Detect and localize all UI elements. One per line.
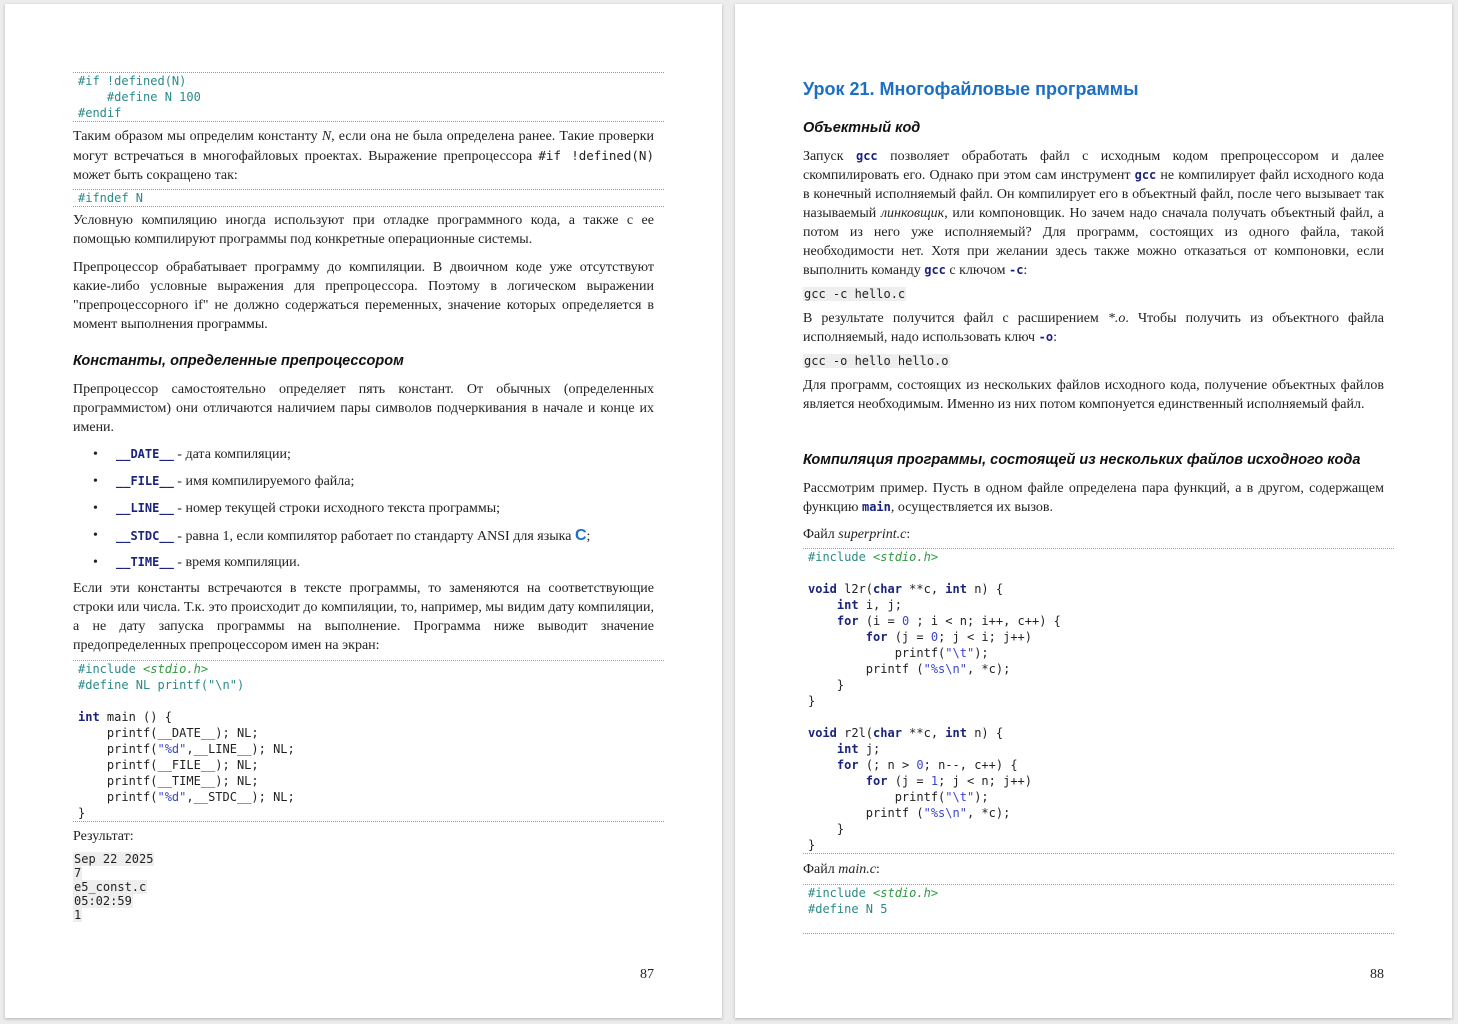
language-name: C xyxy=(574,527,587,544)
code-line xyxy=(808,661,1389,677)
code-token: "%d" xyxy=(157,790,187,804)
command-gcc-c xyxy=(803,287,1384,301)
code-token: for xyxy=(836,614,859,628)
code-token: ,__LINE__); NL; xyxy=(186,742,295,756)
text-run: не компилирует файл исходного кода в конечный исполняемый файл. Он компилирует его в объектный файл, после чего вызывает так называемый xyxy=(803,168,1384,221)
code-token: } xyxy=(808,694,816,708)
inline-code: __STDC__ xyxy=(116,529,174,543)
code-token: #define NL printf("\n") xyxy=(78,678,245,692)
inline-code: #if !defined(N) xyxy=(538,148,654,163)
code-line xyxy=(78,89,659,105)
code-line xyxy=(808,773,1389,789)
text-run: - номер текущей строки исходного текста программы; xyxy=(173,501,501,516)
paragraph xyxy=(803,376,1384,414)
code-token: printf(__FILE__); NL; xyxy=(78,758,259,772)
code-token: (i = xyxy=(858,614,902,628)
code-token xyxy=(808,598,837,612)
list-item xyxy=(73,499,654,526)
code-line xyxy=(808,549,1389,565)
code-line xyxy=(808,581,1389,597)
text-run: , если она не была определена ранее. Такие проверки могут встречаться в многофайловых проектах. Выражение препроцессора xyxy=(73,129,655,164)
code-block-main xyxy=(73,660,664,822)
text-run: Таким образом мы определим константу xyxy=(73,129,322,144)
code-block-ifdefined xyxy=(73,72,664,122)
code-token xyxy=(808,758,837,772)
code-line xyxy=(78,190,659,206)
text-run: Препроцессор самостоятельно определяет пять констант. От обычных (определенных программистом) они отличаются наличием пары символов подчеркивания в начале и конце их имени. xyxy=(73,382,654,435)
output-text: 1 xyxy=(74,908,82,922)
text-run: , или компоновщик. Но зачем надо сначала получать объектный файл, а потом из него уже исполняемый? Для программ, состоящих из одного файла, такой необходимости нет. Хотя при желании здесь также можно отказаться от компоновки, если выполнить команду xyxy=(803,206,1384,278)
code-token: n) { xyxy=(966,726,1004,740)
text-run: - имя компилируемого файла; xyxy=(173,474,355,489)
inline-code: gcc xyxy=(924,263,946,277)
code-token: (j = xyxy=(887,774,931,788)
code-token: ; i < n; i++, c++) { xyxy=(909,614,1061,628)
output-text: 05:02:59 xyxy=(74,894,132,908)
code-line xyxy=(808,597,1389,613)
code-line xyxy=(808,917,1389,933)
list-item xyxy=(73,526,654,553)
text-run: : xyxy=(1053,330,1057,345)
text-run: может быть сокращено так: xyxy=(73,168,238,183)
lesson-title: Урок 21. Многофайловые программы xyxy=(803,79,1139,99)
code-line xyxy=(808,725,1389,741)
code-line xyxy=(78,693,659,709)
section-heading: Объектный код xyxy=(803,120,921,136)
code-token: <stdio.h> xyxy=(873,550,939,564)
italic-text: линковщик xyxy=(880,206,945,221)
list-item xyxy=(73,553,654,580)
code-line xyxy=(808,565,1389,581)
code-token: void xyxy=(808,582,837,596)
code-line xyxy=(808,741,1389,757)
code-line xyxy=(808,677,1389,693)
code-token: printf( xyxy=(808,646,946,660)
output-text: 7 xyxy=(74,866,82,880)
code-token: ; j < n; j++) xyxy=(938,774,1032,788)
text-run: - время компиляции. xyxy=(173,555,301,570)
code-line xyxy=(808,789,1389,805)
code-token: ); xyxy=(974,646,989,660)
text-run: - дата компиляции; xyxy=(173,447,291,462)
code-line xyxy=(808,805,1389,821)
code-token: for xyxy=(836,758,859,772)
code-line xyxy=(78,105,659,121)
code-token: (j = xyxy=(887,630,931,644)
code-token: for xyxy=(865,774,888,788)
code-token: #define N 100 xyxy=(78,90,201,104)
command-text: gcc -c hello.c xyxy=(804,287,906,301)
result-label: Результат: xyxy=(73,829,134,844)
code-line xyxy=(808,693,1389,709)
code-token: int xyxy=(836,742,859,756)
output-text: Sep 22 2025 xyxy=(74,852,154,866)
code-token: ,__STDC__); NL; xyxy=(186,790,295,804)
italic-text: main.c xyxy=(838,862,876,877)
code-line xyxy=(808,709,1389,725)
code-token: } xyxy=(808,822,845,836)
text-run: Файл xyxy=(803,527,839,542)
inline-code: __DATE__ xyxy=(116,447,174,461)
bullet-icon: • xyxy=(93,447,98,462)
code-token: for xyxy=(865,630,888,644)
code-token: int xyxy=(836,598,859,612)
code-line xyxy=(808,645,1389,661)
text-run: , осуществляется их вызов. xyxy=(890,500,1054,515)
code-token: **c, xyxy=(901,726,946,740)
code-token: printf ( xyxy=(808,806,924,820)
code-token: 0 xyxy=(901,614,910,628)
text-run: позволяет обработать файл с исходным кодом препроцессором и далее скомпилировать его. Однако при этом сам инструмент xyxy=(803,149,1384,183)
code-token xyxy=(808,630,866,644)
section-heading: Компиляция программы, состоящей из нескольких файлов исходного кода xyxy=(803,452,1361,468)
code-line xyxy=(78,709,659,725)
code-token: 1 xyxy=(930,774,939,788)
code-token: i, j; xyxy=(858,598,902,612)
code-token: int xyxy=(78,710,100,724)
command-text: gcc -o hello hello.o xyxy=(804,354,949,368)
code-token: } xyxy=(808,678,845,692)
text-run: Для программ, состоящих из нескольких файлов исходного кода, получение объектных файлов является необходимым. Именно из них потом компонуется единственный исполняемый файл. xyxy=(803,378,1384,412)
code-token: 0 xyxy=(916,758,924,772)
output-line xyxy=(73,866,654,880)
code-token: printf( xyxy=(78,790,158,804)
code-line xyxy=(78,789,659,805)
code-token: "%s\n" xyxy=(923,806,967,820)
code-block-ifndef xyxy=(73,189,664,207)
inline-code: -o xyxy=(1038,330,1054,344)
italic-text: N xyxy=(321,129,332,144)
code-block-superprint xyxy=(803,548,1394,854)
code-line xyxy=(808,757,1389,773)
code-token: #define N 5 xyxy=(808,902,888,916)
text-run: : xyxy=(1023,263,1028,278)
paragraph xyxy=(73,127,654,185)
inline-code: __TIME__ xyxy=(116,555,174,569)
inline-code: __FILE__ xyxy=(116,474,174,488)
paragraph xyxy=(73,258,654,334)
text-run: : xyxy=(906,527,911,542)
list-item xyxy=(73,472,654,499)
file-label-superprint xyxy=(803,525,1384,544)
text-run: Если эти константы встречаются в тексте программы, то заменяются на соответствующие строки или числа. Т.к. это происходит до компиляции, то, например, мы видим дату компиляции, а не дату запуска программы на выполнение. Программа ниже выводит значение предопределенных препроцессором имен на экран: xyxy=(73,581,654,653)
code-line xyxy=(78,773,659,789)
code-token: , *c); xyxy=(966,662,1011,676)
code-token: printf ( xyxy=(808,662,924,676)
code-token: #endif xyxy=(78,106,122,120)
paragraph xyxy=(803,147,1384,280)
code-token: r2l( xyxy=(836,726,874,740)
code-token: "\t" xyxy=(945,646,975,660)
code-token: (; n > xyxy=(858,758,917,772)
constants-list xyxy=(73,445,654,580)
code-line xyxy=(808,837,1389,853)
text-run: - равна 1, если компилятор работает по стандарту ANSI для языка xyxy=(173,529,575,544)
page-87 xyxy=(5,4,722,1018)
code-token: , *c); xyxy=(966,806,1011,820)
code-line xyxy=(78,757,659,773)
file-label-main xyxy=(803,860,1384,879)
bullet-icon: • xyxy=(93,528,98,543)
output-line xyxy=(73,894,654,908)
code-token: 0 xyxy=(930,630,939,644)
code-token: printf( xyxy=(808,790,946,804)
code-token: } xyxy=(78,806,86,820)
code-token xyxy=(808,774,866,788)
code-token: printf( xyxy=(78,742,158,756)
code-token: #include xyxy=(78,662,144,676)
inline-code: main xyxy=(861,500,891,514)
italic-text: *.o xyxy=(1107,311,1126,326)
output-line xyxy=(73,852,654,866)
inline-code: gcc xyxy=(855,149,878,163)
paragraph xyxy=(73,211,654,249)
code-line xyxy=(808,885,1389,901)
bullet-icon: • xyxy=(93,474,98,489)
code-token: int xyxy=(945,726,967,740)
program-output xyxy=(73,852,654,922)
text-run: Рассмотрим пример. Пусть в одном файле определена пара функций, а в другом, содержащем функцию xyxy=(803,481,1384,515)
code-token: char xyxy=(873,582,902,596)
code-token: **c, xyxy=(901,582,946,596)
text-run: Файл xyxy=(803,862,839,877)
code-token: printf(__TIME__); NL; xyxy=(78,774,259,788)
code-token: n) { xyxy=(966,582,1004,596)
code-token: void xyxy=(808,726,837,740)
code-token: int xyxy=(945,582,967,596)
bullet-icon: • xyxy=(93,501,98,516)
page-number: 88 xyxy=(1370,967,1384,982)
text-run: ; xyxy=(586,529,591,544)
code-token xyxy=(808,614,837,628)
code-token: <stdio.h> xyxy=(873,886,939,900)
paragraph xyxy=(803,309,1384,347)
code-token: char xyxy=(873,726,902,740)
code-token: #include xyxy=(808,550,874,564)
text-run: В результате получится файл с расширением xyxy=(803,311,1108,326)
paragraph xyxy=(73,380,654,437)
paragraph xyxy=(803,479,1384,517)
code-token: ; n--, c++) { xyxy=(923,758,1018,772)
code-line xyxy=(808,629,1389,645)
text-run: с ключом xyxy=(945,263,1009,278)
italic-text: superprint.c xyxy=(838,527,907,542)
code-line xyxy=(808,901,1389,917)
code-line xyxy=(78,661,659,677)
code-token: main () { xyxy=(99,710,172,724)
inline-code: -c xyxy=(1008,263,1024,277)
code-line xyxy=(808,613,1389,629)
inline-code: __LINE__ xyxy=(116,501,174,515)
bullet-icon: • xyxy=(93,555,98,570)
code-line xyxy=(78,725,659,741)
code-line xyxy=(78,741,659,757)
page-number: 87 xyxy=(640,967,654,982)
text-run: . Чтобы получить из объектного файла исполняемый, надо использовать ключ xyxy=(803,311,1384,345)
code-token: <stdio.h> xyxy=(143,662,209,676)
code-token: ; j < i; j++) xyxy=(938,630,1032,644)
code-token: "%d" xyxy=(157,742,187,756)
command-gcc-o xyxy=(803,354,1384,368)
code-token: printf(__DATE__); NL; xyxy=(78,726,259,740)
code-line xyxy=(78,677,659,693)
code-token: ); xyxy=(974,790,989,804)
inline-code: gcc xyxy=(1134,168,1157,182)
code-token: "%s\n" xyxy=(923,662,967,676)
code-token: #if !defined(N) xyxy=(78,74,187,88)
code-token: } xyxy=(808,838,816,852)
page-88 xyxy=(735,4,1452,1018)
code-token xyxy=(808,742,837,756)
code-line xyxy=(808,821,1389,837)
text-run: Условную компиляцию иногда используют при отладке программного кода, а также с ее помощью компилируют программы под конкретные операционные системы. xyxy=(73,213,654,247)
list-item xyxy=(73,445,654,472)
code-token: #ifndef N xyxy=(78,191,144,205)
code-token: #include xyxy=(808,886,874,900)
output-text: e5_const.c xyxy=(74,880,147,894)
paragraph xyxy=(73,579,654,655)
code-block-main-c xyxy=(803,884,1394,934)
code-line xyxy=(78,805,659,821)
code-token: j; xyxy=(858,742,881,756)
code-token: l2r( xyxy=(836,582,874,596)
text-run: : xyxy=(875,862,880,877)
text-run: Препроцессор обрабатывает программу до компиляции. В двоичном коде уже отсутствуют какие-либо условные выражения для препроцессора. Поэтому в логическом выражении "препроцессорного if" не должно содержаться переменных, значение которых определяется в момент выполнения программы. xyxy=(73,260,654,332)
text-run: Запуск xyxy=(803,149,856,164)
code-token: "\t" xyxy=(945,790,975,804)
output-line xyxy=(73,908,654,922)
code-line xyxy=(78,73,659,89)
output-line xyxy=(73,880,654,894)
section-heading: Константы, определенные препроцессором xyxy=(73,353,404,369)
